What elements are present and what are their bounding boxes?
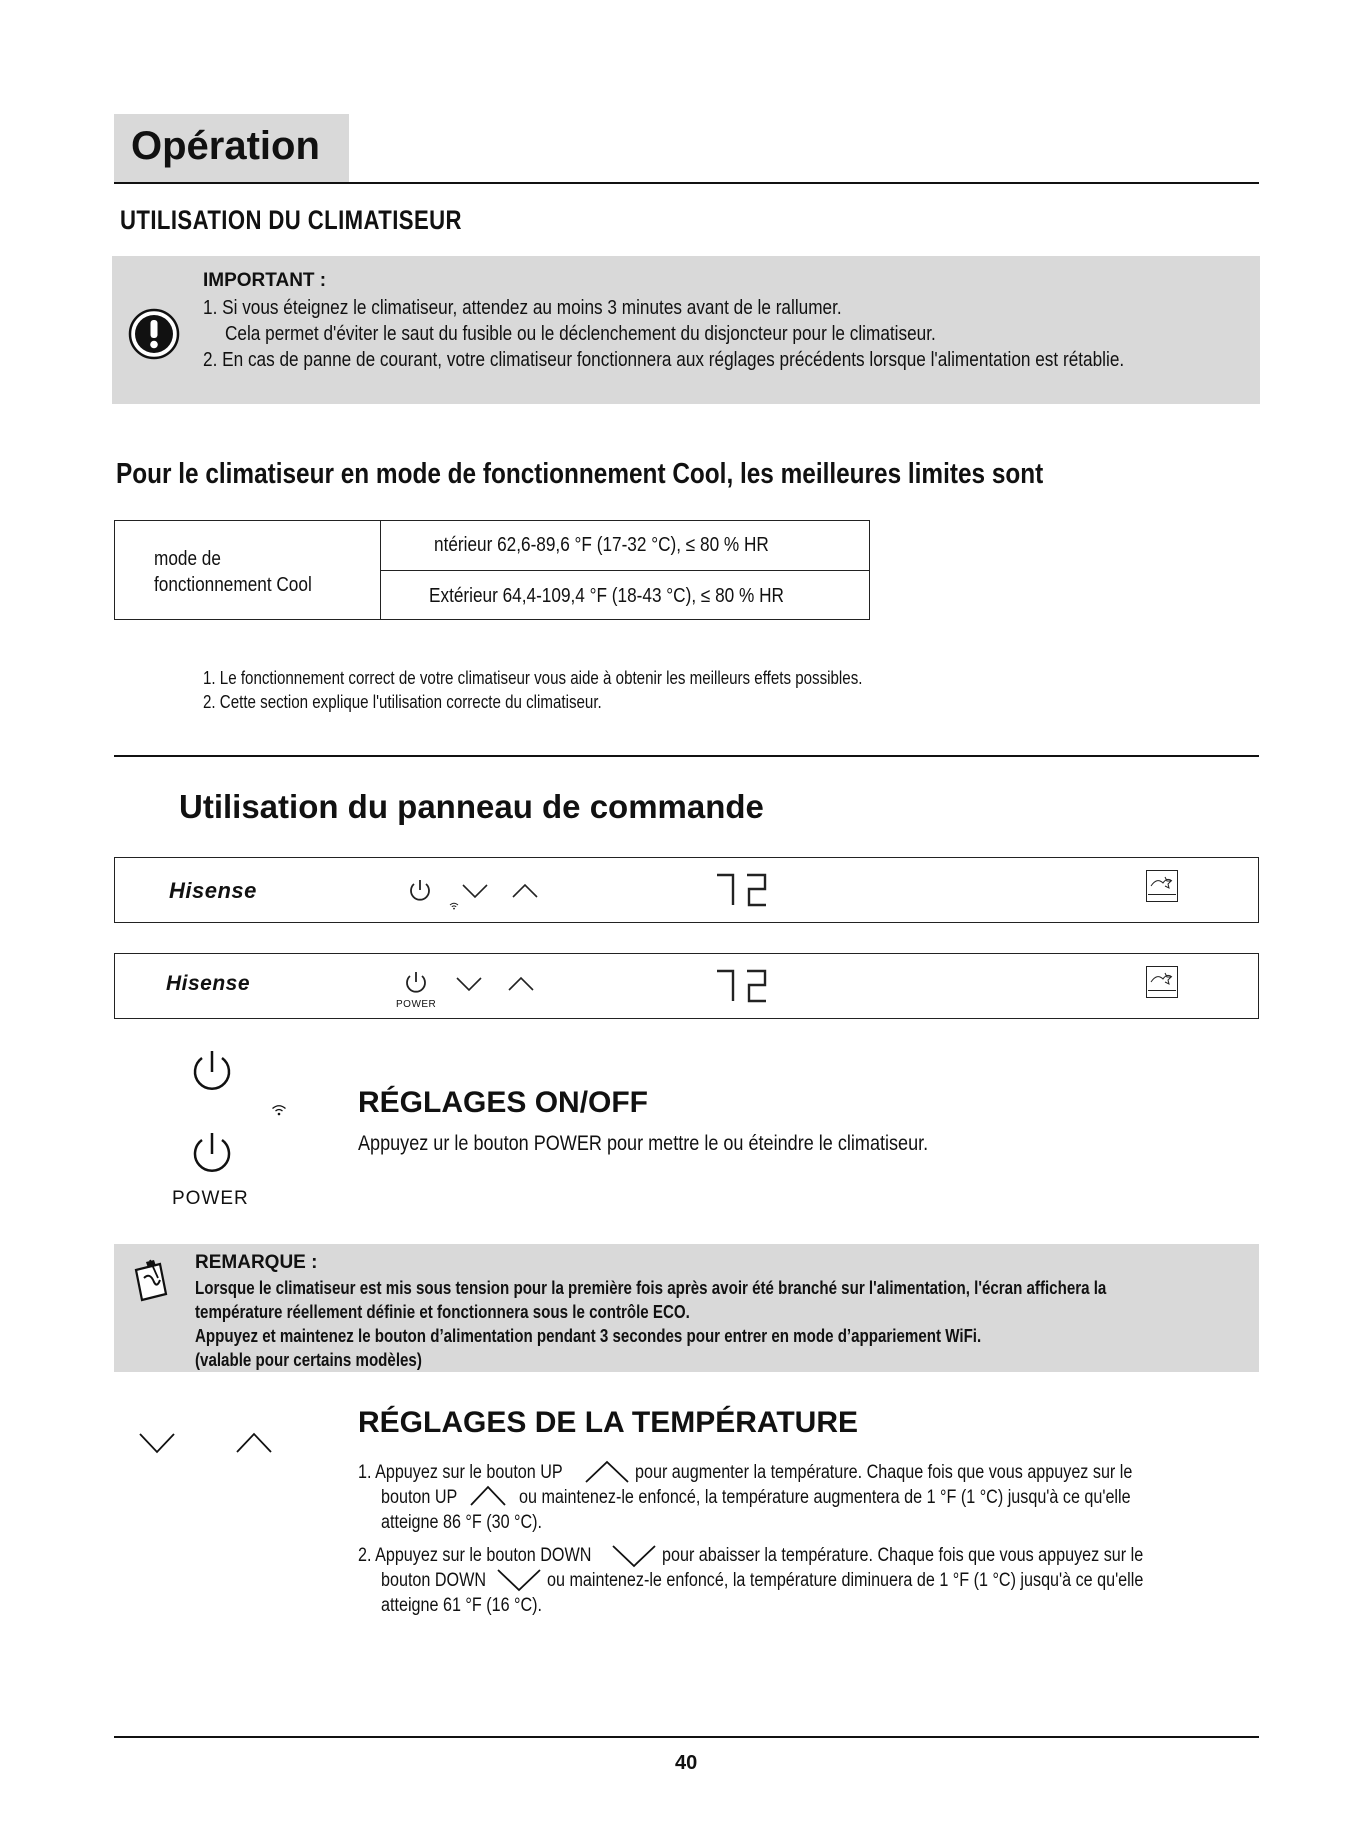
exterior-limit: Extérieur 64,4-109,4 °F (18-43 °C), ≤ 80 % HR bbox=[429, 585, 784, 607]
important-line-1: 1. Si vous éteignez le climatiseur, attendez au moins 3 minutes avant de le rallumer. bbox=[203, 297, 842, 319]
remark-line-2: température réellement définie et fonctionnera sous le contrôle ECO. bbox=[195, 1302, 690, 1322]
remark-title: REMARQUE : bbox=[195, 1252, 318, 1273]
note-line-1: 1. Le fonctionnement correct de votre climatiseur vous aide à obtenir les meilleurs effets possibles. bbox=[203, 668, 863, 688]
down-chevron-icon bbox=[611, 1544, 657, 1568]
temp-item1-b: pour augmenter la température. Chaque fois que vous appuyez sur le bbox=[635, 1462, 1133, 1483]
wifi-icon bbox=[449, 902, 459, 910]
page-number: 40 bbox=[675, 1752, 698, 1774]
temp-item2-c: bouton DOWN bbox=[381, 1570, 487, 1591]
important-line-3: 2. En cas de panne de courant, votre climatiseur fonctionnera aux réglages précédents lorsque l'alimentation est rétablie. bbox=[203, 349, 1125, 371]
note-line-2: 2. Cette section explique l'utilisation correcte du climatiseur. bbox=[203, 692, 602, 712]
power-icon-large bbox=[190, 1048, 234, 1096]
control-panel-heading: Utilisation du panneau de commande bbox=[179, 788, 764, 825]
temp-item1-e: atteigne 86 °F (30 °C). bbox=[381, 1512, 543, 1533]
section-tab bbox=[114, 114, 349, 182]
interior-limit: ntérieur 62,6-89,6 °F (17-32 °C), ≤ 80 % HR bbox=[434, 534, 769, 556]
important-title: IMPORTANT : bbox=[203, 270, 327, 291]
temp-item2-e: atteigne 61 °F (16 °C). bbox=[381, 1595, 543, 1616]
note-icon bbox=[130, 1256, 174, 1302]
mode-label-line-2: fonctionnement Cool bbox=[154, 574, 312, 596]
mode-label-line-1: mode de bbox=[154, 548, 221, 570]
temp-item1-a: 1. Appuyez sur le bouton UP bbox=[358, 1462, 563, 1483]
section-title: Opération bbox=[131, 124, 320, 168]
power-icon-large bbox=[190, 1130, 234, 1178]
temperature-display bbox=[715, 873, 769, 907]
down-chevron-icon[interactable] bbox=[455, 976, 483, 992]
up-chevron-icon[interactable] bbox=[511, 883, 539, 899]
temperature-display bbox=[715, 969, 769, 1003]
up-chevron-icon bbox=[584, 1460, 630, 1484]
control-panel-wifi bbox=[114, 857, 1259, 923]
remark-line-4: (valable pour certains modèles) bbox=[195, 1350, 422, 1370]
power-label-small: POWER bbox=[396, 999, 437, 1010]
temp-item1-d: ou maintenez-le enfoncé, la température augmentera de 1 °F (1 °C) jusqu'à ce qu'elle bbox=[519, 1487, 1131, 1508]
page-subtitle: UTILISATION DU CLIMATISEUR bbox=[120, 205, 462, 235]
onoff-description: Appuyez ur le bouton POWER pour mettre le ou éteindre le climatiseur. bbox=[358, 1132, 929, 1155]
up-chevron-icon bbox=[235, 1432, 273, 1454]
temp-item2-a: 2. Appuyez sur le bouton DOWN bbox=[358, 1545, 592, 1566]
temp-item1-c: bouton UP bbox=[381, 1487, 458, 1508]
up-chevron-icon[interactable] bbox=[507, 976, 535, 992]
important-line-2: Cela permet d'éviter le saut du fusible ou le déclenchement du disjoncteur pour le climatiseur. bbox=[225, 323, 936, 345]
remark-line-1: Lorsque le climatiseur est mis sous tension pour la première fois après avoir été branché sur l'alimentation, l'écran affichera la bbox=[195, 1278, 1107, 1298]
power-icon[interactable] bbox=[407, 877, 433, 903]
wifi-icon bbox=[271, 1104, 287, 1116]
down-chevron-icon bbox=[138, 1432, 176, 1454]
power-icon[interactable] bbox=[403, 969, 429, 995]
cool-limits-heading: Pour le climatiseur en mode de fonctionnement Cool, les meilleures limites sont bbox=[116, 458, 1044, 490]
top-rule bbox=[114, 182, 1259, 184]
remark-line-3: Appuyez et maintenez le bouton d’alimentation pendant 3 secondes pour entrer en mode d’appariement WiFi. bbox=[195, 1326, 982, 1346]
up-chevron-icon bbox=[469, 1485, 507, 1507]
control-panel-power bbox=[114, 953, 1259, 1019]
energy-star-icon bbox=[1146, 870, 1178, 902]
bottom-rule bbox=[114, 1736, 1259, 1738]
power-label: POWER bbox=[172, 1188, 249, 1209]
temperature-heading: RÉGLAGES DE LA TEMPÉRATURE bbox=[358, 1406, 859, 1439]
down-chevron-icon[interactable] bbox=[461, 883, 489, 899]
down-chevron-icon bbox=[496, 1568, 542, 1592]
temp-item2-b: pour abaisser la température. Chaque fois que vous appuyez sur le bbox=[662, 1545, 1144, 1566]
brand-logo: Hisense bbox=[169, 878, 257, 903]
table-divider bbox=[380, 570, 870, 571]
onoff-heading: RÉGLAGES ON/OFF bbox=[358, 1086, 649, 1119]
important-icon bbox=[128, 308, 180, 360]
middle-rule bbox=[114, 755, 1259, 757]
temp-item2-d: ou maintenez-le enfoncé, la température diminuera de 1 °F (1 °C) jusqu'à ce qu'elle bbox=[547, 1570, 1144, 1591]
energy-star-icon bbox=[1146, 966, 1178, 998]
brand-logo: Hisense bbox=[166, 972, 251, 995]
